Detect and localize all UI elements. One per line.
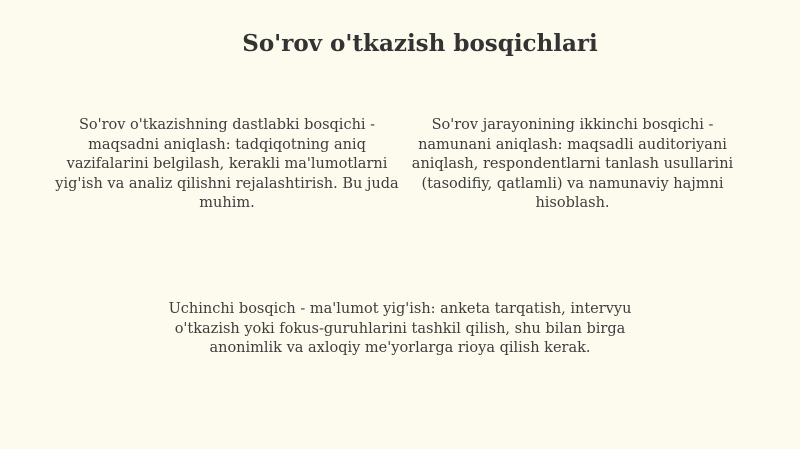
step-2-text: So'rov jarayonining ikkinchi bosqichi - namunani aniqlash: maqsadli auditoriyani aniqlash, respondentlarni tanlash usullarini (tasodifiy, qatlamli) va namunaviy hajmni hisoblash. xyxy=(411,117,734,211)
step-3-text: Uchinchi bosqich - ma'lumot yig'ish: anketa tarqatish, intervyu o'tkazish yoki fokus-guruhlarini tashkil qilish, shu bilan birga anonimlik va axloqiy me'yorlarga rioya qilish kerak. xyxy=(168,301,632,356)
slide-title: So'rov o'tkazish bosqichlari xyxy=(242,30,598,57)
step-1-text: So'rov o'tkazishning dastlabki bosqichi - maqsadni aniqlash: tadqiqotning aniq vazifalarini belgilash, kerakli ma'lumotlarni yig'ish va analiz qilishni rejalashtirish. Bu juda muhim. xyxy=(55,117,399,211)
